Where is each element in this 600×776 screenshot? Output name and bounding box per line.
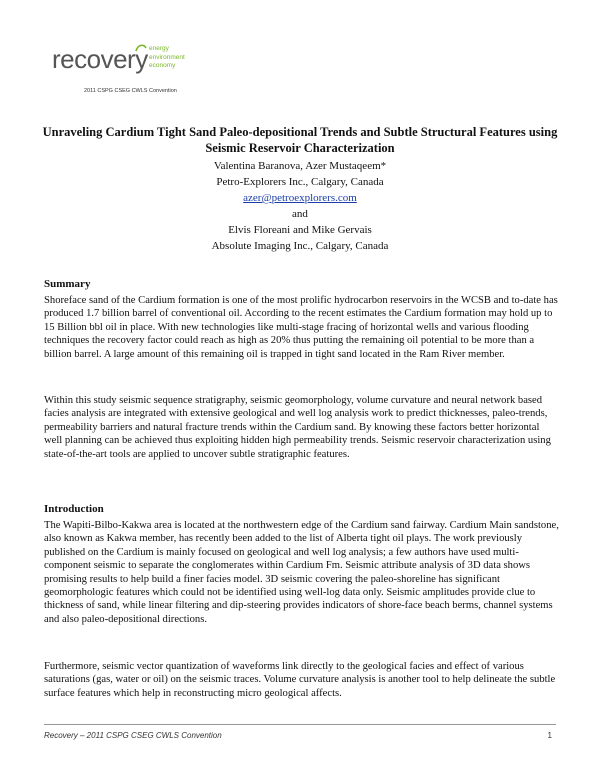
author-block (40, 158, 560, 254)
author-affiliation: Petro-Explorers Inc., Calgary, Canada (216, 176, 384, 188)
author-names: Elvis Floreani and Mike Gervais (228, 224, 372, 236)
summary-heading: Summary (44, 278, 91, 290)
logo-tagline (149, 45, 185, 71)
logo-tagline-line: economy (149, 62, 176, 69)
logo-swirl-icon (134, 42, 148, 56)
author-names: Valentina Baranova, Azer Mustaqeem* (213, 160, 387, 172)
summary-paragraph: Shoreface sand of the Cardium formation is one of the most prolific hydrocarbon reservoirs in the WCSB and to-date has produced 1.7 billion barrel of conventional oil. According to the recent estimates the Cardium formation may hold up to 15 Billion bbl oil in place. With new technologies like multi-stage fracing of horizontal wells and various flooding techniques the recovery factor could reach as high as 20% thus putting the remaining oil potential to be more than a billion barrel. A large amount of this remaining oil is trapped in tight sand located in the Ram River member. (44, 295, 558, 360)
introduction-heading: Introduction (44, 503, 104, 515)
summary-paragraph: Within this study seismic sequence stratigraphy, seismic geomorphology, volume curvature and neural network based facies analysis are integrated with extensive geological and well log analysis work to predict thicknesses, paleo-trends, permeability barriers and natural fracture trends within the Cardium sand. By knowing these factors better horizontal well planning can be achieved thus exploiting hidden high permeability trends. Seismic reservoir characterization using state-of-the-art tools are applied to uncover subtle stratigraphic features. (44, 395, 551, 460)
logo-tagline-line: energy (149, 45, 169, 52)
logo-tagline-line: environment (149, 53, 185, 61)
recovery-logo (52, 40, 202, 100)
introduction-paragraph: Furthermore, seismic vector quantization of waveforms link directly to the geological facies and effect of various saturations (gas, water or oil) on the seismic traces. Volume curvature analysis is another tool to help delineate the subtle surface features which help in reconstructing micro geological affects. (44, 661, 556, 699)
introduction-paragraph: The Wapiti-Bilbo-Kakwa area is located at the northwestern edge of the Cardium sand fairway. Cardium Main sandstone, also known as Kakwa member, has recently been added to the list of Alberta tight oil plays. The work previously published on the Cardium is mainly focused on geological and well log analysis; a few authors have used multi-component seismic to separate the conglomerates within Cardium Fm. Seismic attribute analysis of 3D data shows promising results to help build a finer facies model. 3D seismic covering the paleo-shoreline has significant geomorphologic features which could not be identified using well-log data only. Seismic amplitudes provide clue to thickness of sand, while linear filtering and dip-steering provides indicators of shore-face beach berms, channel systems and also paleo-depositional directions. (44, 520, 559, 625)
page-number: 1 (547, 731, 552, 740)
author-affiliation: Absolute Imaging Inc., Calgary, Canada (211, 240, 389, 252)
author-email-link[interactable]: azer@petroexplorers.com (243, 192, 357, 204)
logo-wordmark: recovery (52, 44, 148, 74)
footer-convention: Recovery – 2011 CSPG CSEG CWLS Convention (44, 731, 222, 740)
footer-divider (44, 724, 556, 725)
paper-title: Unraveling Cardium Tight Sand Paleo-depositional Trends and Subtle Structural Features using Seismic Reservoir Characterization (42, 125, 558, 155)
author-and: and (292, 208, 308, 220)
logo-convention-text: 2011 CSPG CSEG CWLS Convention (84, 88, 177, 94)
